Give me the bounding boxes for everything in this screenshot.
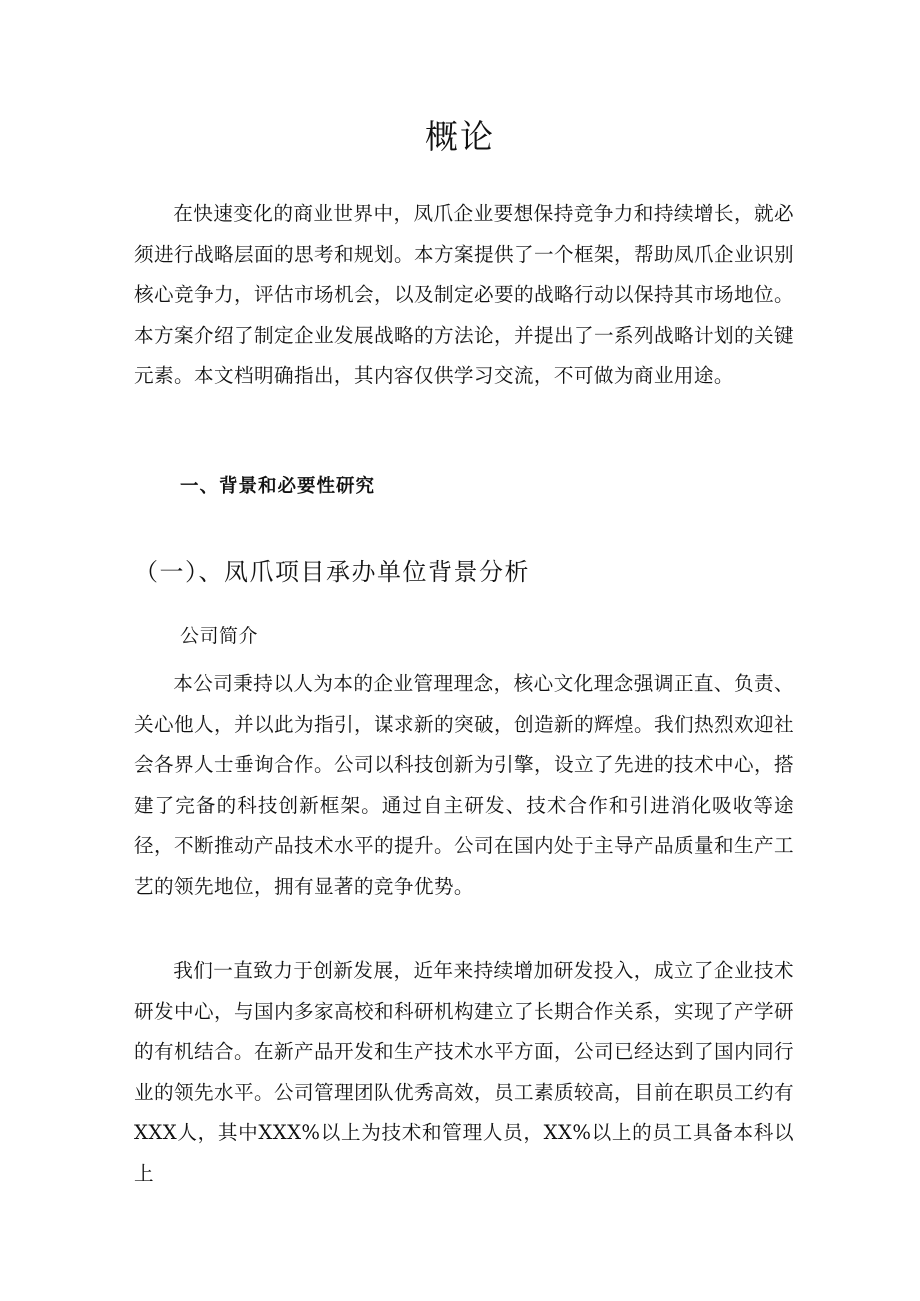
company-paragraph-1: 本公司秉持以人为本的企业管理理念，核心文化理念强调正直、负责、关心他人，并以此为指引，谋求新的突破，创造新的辉煌。我们热烈欢迎社会各界人士垂询合作。公司以科技创新为引擎，设立了先进的技术中心，搭建了完备的科技创新框架。通过自主研发、技术合作和引进消化吸收等途径，不断推动产品技术水平的提升。公司在国内处于主导产品质量和生产工艺的领先地位，拥有显著的竞争优势。 [134, 672, 794, 898]
document-title: 概论 [425, 117, 495, 156]
company-paragraph-2: 我们一直致力于创新发展，近年来持续增加研发投入，成立了企业技术研发中心，与国内多家高校和科研机构建立了长期合作关系，实现了产学研的有机结合。在新产品开发和生产技术水平方面，公司已经达到了国内同行业的领先水平。公司管理团队优秀高效，员工素质较高，目前在职员工约有XXX人，其中XXX%以上为技术和管理人员，XX%以上的员工具备本科以上 [134, 959, 794, 1185]
subsection-heading: （一）、凤爪项目承办单位背景分析 [134, 558, 530, 586]
company-intro-heading: 公司简介 [180, 625, 259, 647]
intro-paragraph: 在快速变化的商业世界中，凤爪企业要想保持竞争力和持续增长，就必须进行战略层面的思考和规划。本方案提供了一个框架，帮助凤爪企业识别核心竞争力，评估市场机会，以及制定必要的战略行动以保持其市场地位。本方案介绍了制定企业发展战略的方法论，并提出了一系列战略计划的关键元素。本文档明确指出，其内容仅供学习交流，不可做为商业用途。 [134, 202, 794, 387]
section-heading: 一、背景和必要性研究 [180, 476, 376, 497]
